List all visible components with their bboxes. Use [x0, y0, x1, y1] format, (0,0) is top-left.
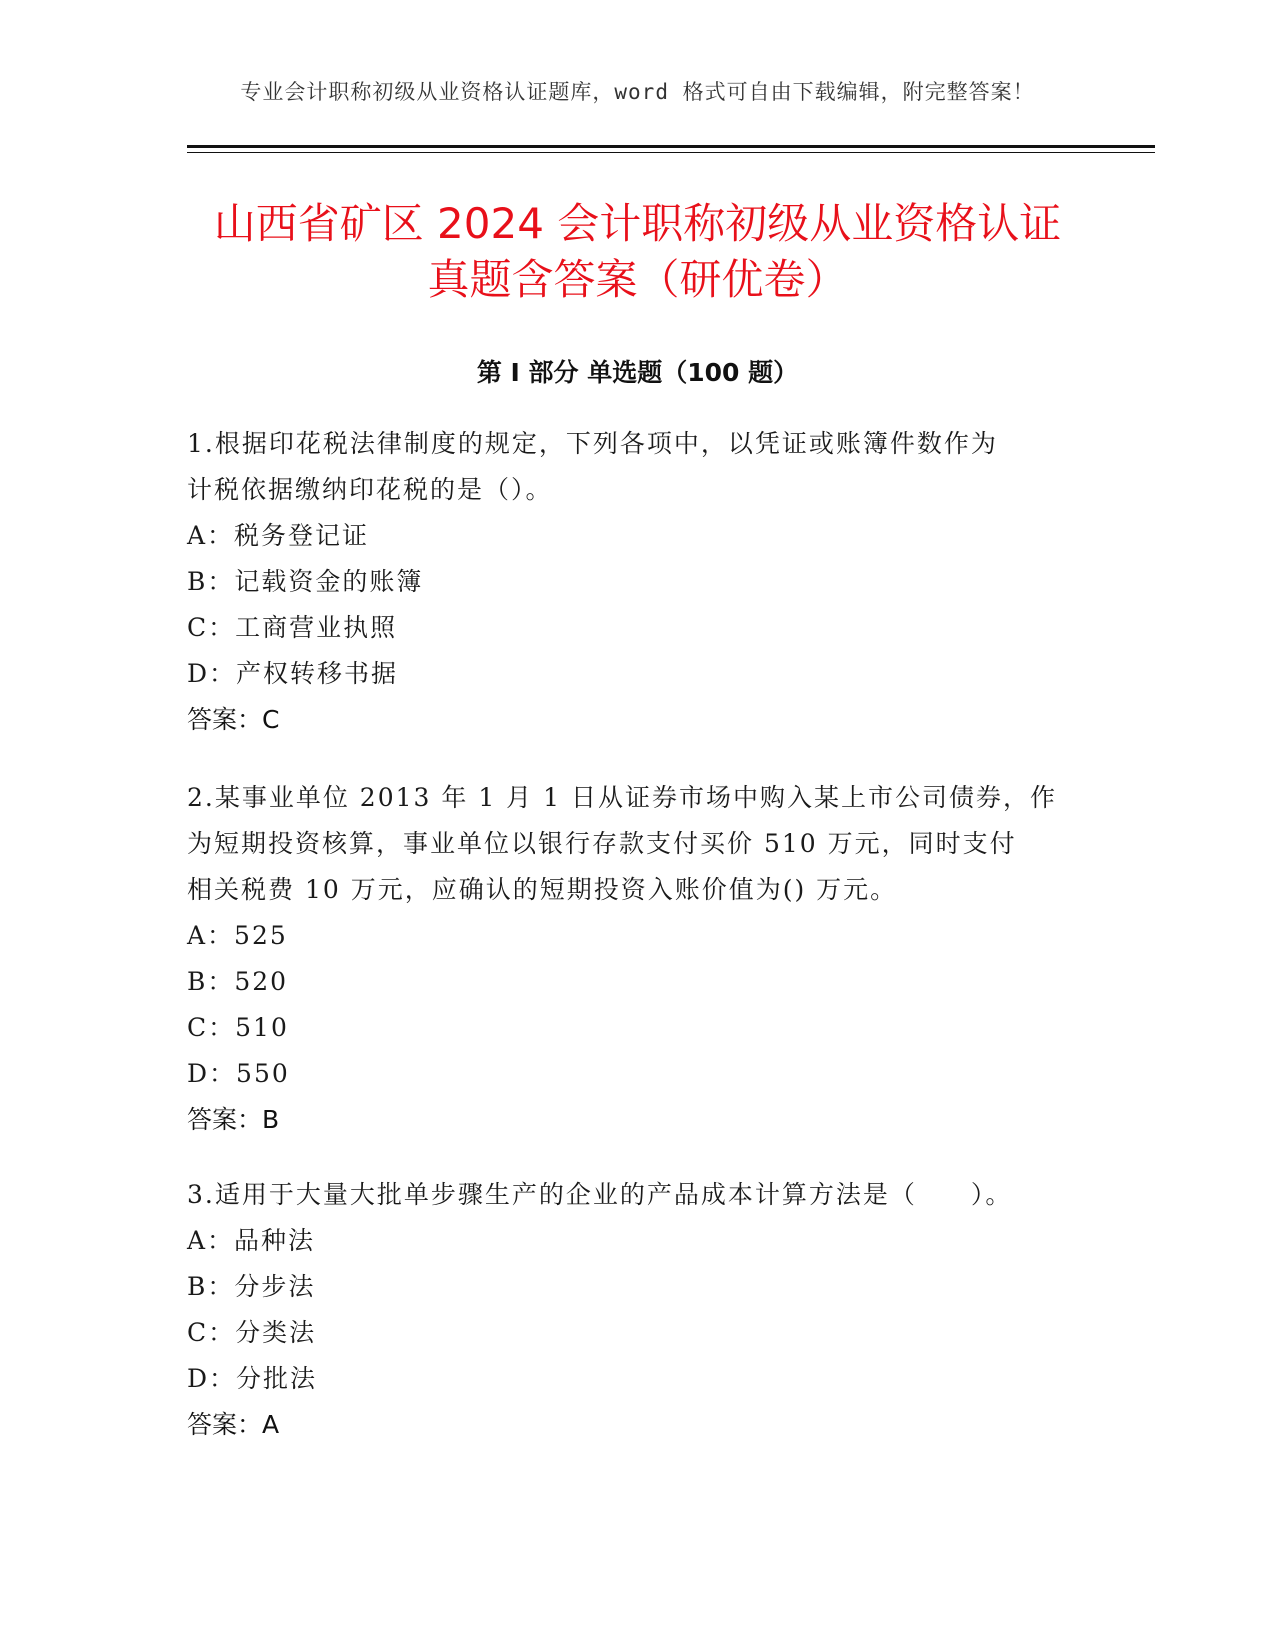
- option-a: A：品种法: [187, 1226, 316, 1255]
- option-d: D：产权转移书据: [187, 659, 399, 688]
- question-stem-line: 相关税费 10 万元，应确认的短期投资入账价值为() 万元。: [187, 875, 898, 904]
- question-stem-line: 计税依据缴纳印花税的是（）。: [187, 475, 553, 504]
- question-stem-line: 为短期投资核算，事业单位以银行存款支付买价 510 万元，同时支付: [187, 829, 1017, 858]
- option-b: B：记载资金的账簿: [187, 567, 424, 596]
- question-stem-line: 1.根据印花税法律制度的规定，下列各项中，以凭证或账簿件数作为: [187, 429, 998, 458]
- answer-label: 答案：A: [187, 1410, 280, 1439]
- question-2: [187, 775, 1087, 1143]
- option-c: C：工商营业执照: [187, 613, 398, 642]
- document-title: [180, 196, 1095, 308]
- title-line-2: 真题含答案（研优卷）: [427, 255, 848, 304]
- answer-label: 答案：B: [187, 1105, 280, 1134]
- question-1: [187, 421, 1087, 743]
- question-stem-line: 2.某事业单位 2013 年 1 月 1 日从证券市场中购入某上市公司债券，作: [187, 783, 1057, 812]
- section-heading: 第 I 部分 单选题（100 题）: [476, 358, 799, 387]
- option-a: A：税务登记证: [187, 521, 370, 550]
- option-c: C：510: [187, 1013, 289, 1042]
- option-d: D：550: [187, 1059, 290, 1088]
- option-a: A：525: [187, 921, 288, 950]
- option-b: B：520: [187, 967, 289, 996]
- answer-label: 答案：C: [187, 705, 280, 734]
- title-line-1: 山西省矿区 2024 会计职称初级从业资格认证: [213, 199, 1062, 248]
- header-rule-thick: [187, 145, 1155, 148]
- option-d: D：分批法: [187, 1364, 318, 1393]
- question-stem-line: 3.适用于大量大批单步骤生产的企业的产品成本计算方法是（ ）。: [187, 1180, 1013, 1209]
- header-rule-thin: [187, 152, 1155, 153]
- option-b: B：分步法: [187, 1272, 316, 1301]
- question-3: [187, 1172, 1087, 1448]
- option-c: C：分类法: [187, 1318, 317, 1347]
- header-note: 专业会计职称初级从业资格认证题库，word 格式可自由下载编辑，附完整答案！: [240, 80, 1035, 104]
